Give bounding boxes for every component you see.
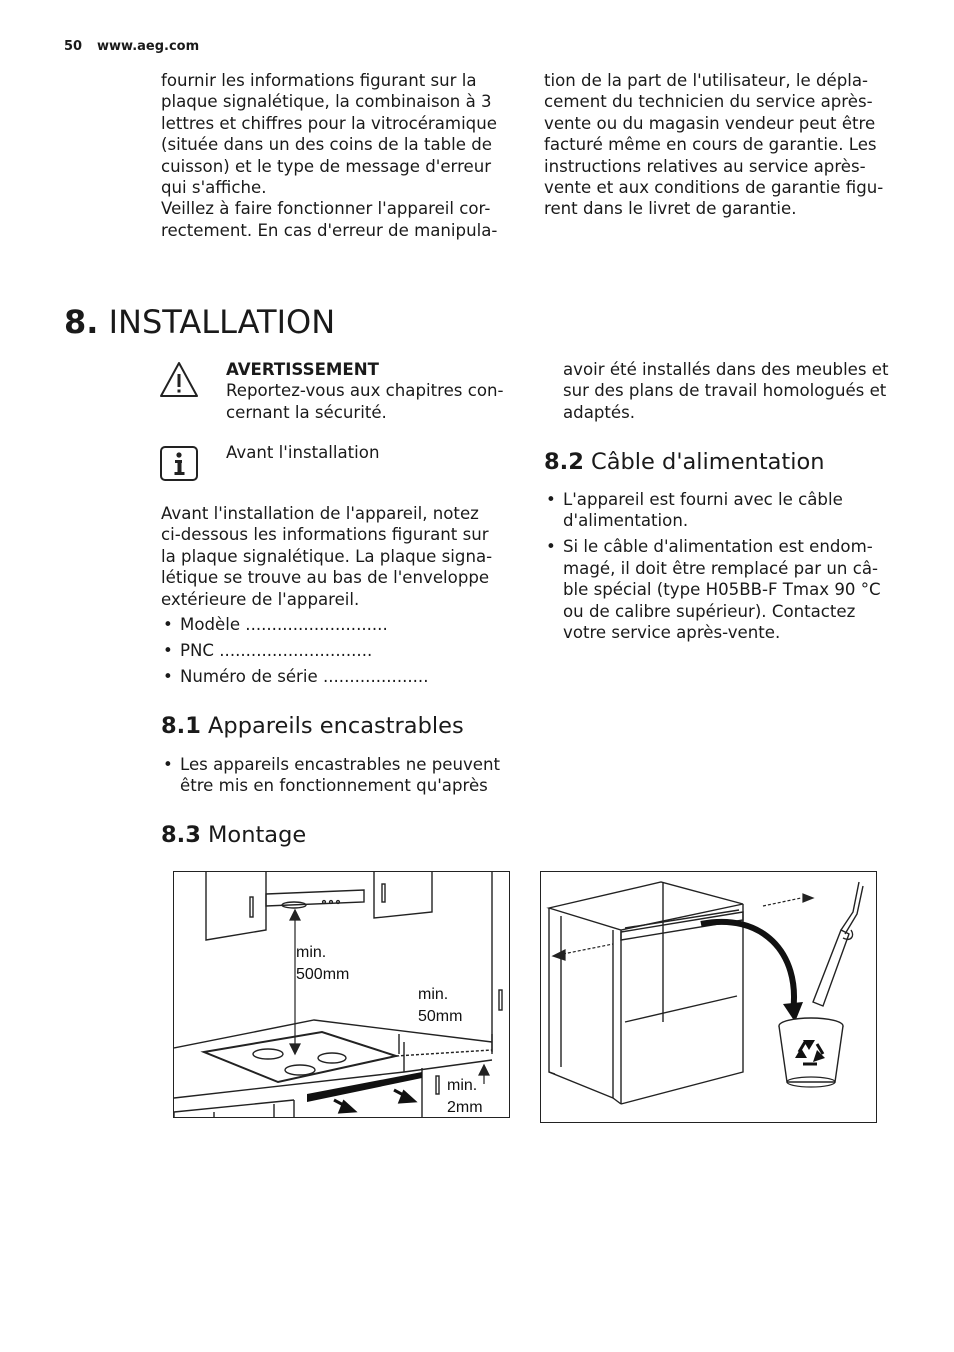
min-label: min. (296, 944, 327, 961)
rating-plate-list (161, 614, 511, 687)
section-title-8-1 (161, 711, 464, 741)
dimension-2mm: 2mm (447, 1099, 483, 1116)
chapter-title (64, 300, 335, 344)
chapter-number: 8. (64, 303, 99, 341)
text-line: instructions relatives au service après- (544, 156, 866, 176)
cabinet-illustration (541, 872, 876, 1122)
section-title-8-2 (544, 447, 825, 477)
section-number: 8.1 (161, 713, 201, 739)
recycle-bin-icon (779, 1018, 843, 1087)
min-label: min. (447, 1077, 478, 1094)
chapter-title-text: INSTALLATION (108, 303, 336, 341)
text-line: lettres et chiffres pour la vitrocéramique (161, 113, 497, 133)
clearance-illustration (174, 872, 509, 1117)
warning-title: AVERTISSEMENT (226, 360, 379, 379)
section-title-text: Montage (208, 822, 307, 848)
section-number: 8.3 (161, 822, 201, 848)
text-line: avoir été installés dans des meubles et (563, 360, 889, 379)
text-line: • L'appareil est fourni avec le câble (563, 490, 843, 509)
dimension-500mm: 500mm (296, 966, 350, 983)
text-line: vente et aux conditions de garantie figu- (544, 178, 884, 198)
list-item (161, 754, 511, 797)
intro-left-text (161, 70, 511, 241)
text-line: qui s'affiche. (161, 178, 267, 198)
list-item: • Modèle ........................... (161, 614, 511, 635)
text-line: magé, il doit être remplacé par un câ- (563, 558, 878, 578)
text-line: létique se trouve au bas de l'enveloppe (161, 568, 490, 588)
text-line: vente ou du magasin vendeur peut être (544, 113, 876, 133)
warning-block (226, 359, 516, 423)
list-item: • Numéro de série .................... (161, 666, 511, 687)
page-number: 50 (64, 39, 83, 54)
text-line: fournir les informations figurant sur la (161, 71, 477, 90)
text-line: (située dans un des coins de la table de (161, 135, 492, 155)
text-line: rent dans le livret de garantie. (544, 199, 797, 219)
warning-line: cernant la sécurité. (226, 402, 387, 422)
text-line: rectement. En cas d'erreur de manipula- (161, 220, 498, 240)
warning-triangle-icon (158, 360, 200, 402)
text-line: • Si le câble d'alimentation est endom- (563, 537, 873, 557)
section-title-8-3 (161, 820, 306, 850)
text-line: extérieure de l'appareil. (161, 589, 360, 609)
text-line: • Les appareils encastrables ne peuvent (180, 755, 501, 774)
text-line: cuisson) et le type de message d'erreur (161, 156, 492, 176)
text-line: tion de la part de l'utilisateur, le dépla- (544, 71, 869, 90)
list-item (544, 489, 899, 532)
text-line: d'alimentation. (563, 511, 689, 531)
section-number: 8.2 (544, 449, 584, 475)
section-8-1-list (161, 754, 511, 797)
text-line: ou de calibre supérieur). Contactez (563, 601, 856, 621)
list-item (544, 536, 899, 643)
section-title-text: Appareils encastrables (208, 713, 464, 739)
warning-line: Reportez-vous aux chapitres con- (226, 381, 504, 401)
text-line: être mis en fonctionnement qu'après (180, 776, 488, 796)
clearance-figure (173, 871, 510, 1118)
text-line: votre service après-vente. (563, 623, 781, 643)
intro-right-text (544, 70, 899, 220)
min-label: min. (418, 986, 449, 1003)
section-title-text: Câble d'alimentation (591, 449, 825, 475)
dimension-50mm: 50mm (418, 1008, 463, 1025)
text-line: ble spécial (type H05BB-F Tmax 90 °C (563, 580, 881, 600)
info-icon (158, 442, 200, 484)
text-line: Avant l'installation de l'appareil, notez (161, 504, 479, 523)
text-line: Veillez à faire fonctionner l'appareil cor- (161, 199, 491, 219)
text-line: ci-dessous les informations figurant sur (161, 525, 489, 545)
website-url: www.aeg.com (97, 39, 200, 54)
info-text: Avant l'installation (226, 443, 380, 462)
text-line: plaque signalétique, la combinaison à 3 (161, 92, 492, 112)
section-8-2-list (544, 489, 899, 643)
text-line: facturé même en cours de garantie. Les (544, 135, 877, 155)
before-install-text (161, 503, 511, 610)
list-item: • PNC ............................. (161, 640, 511, 661)
cabinet-strip-figure (540, 871, 877, 1123)
text-line: la plaque signalétique. La plaque signa- (161, 546, 493, 566)
section-8-1-continuation (563, 359, 903, 423)
text-line: cement du technicien du service après- (544, 92, 873, 112)
text-line: sur des plans de travail homologués et (563, 381, 887, 401)
text-line: adaptés. (563, 402, 636, 422)
